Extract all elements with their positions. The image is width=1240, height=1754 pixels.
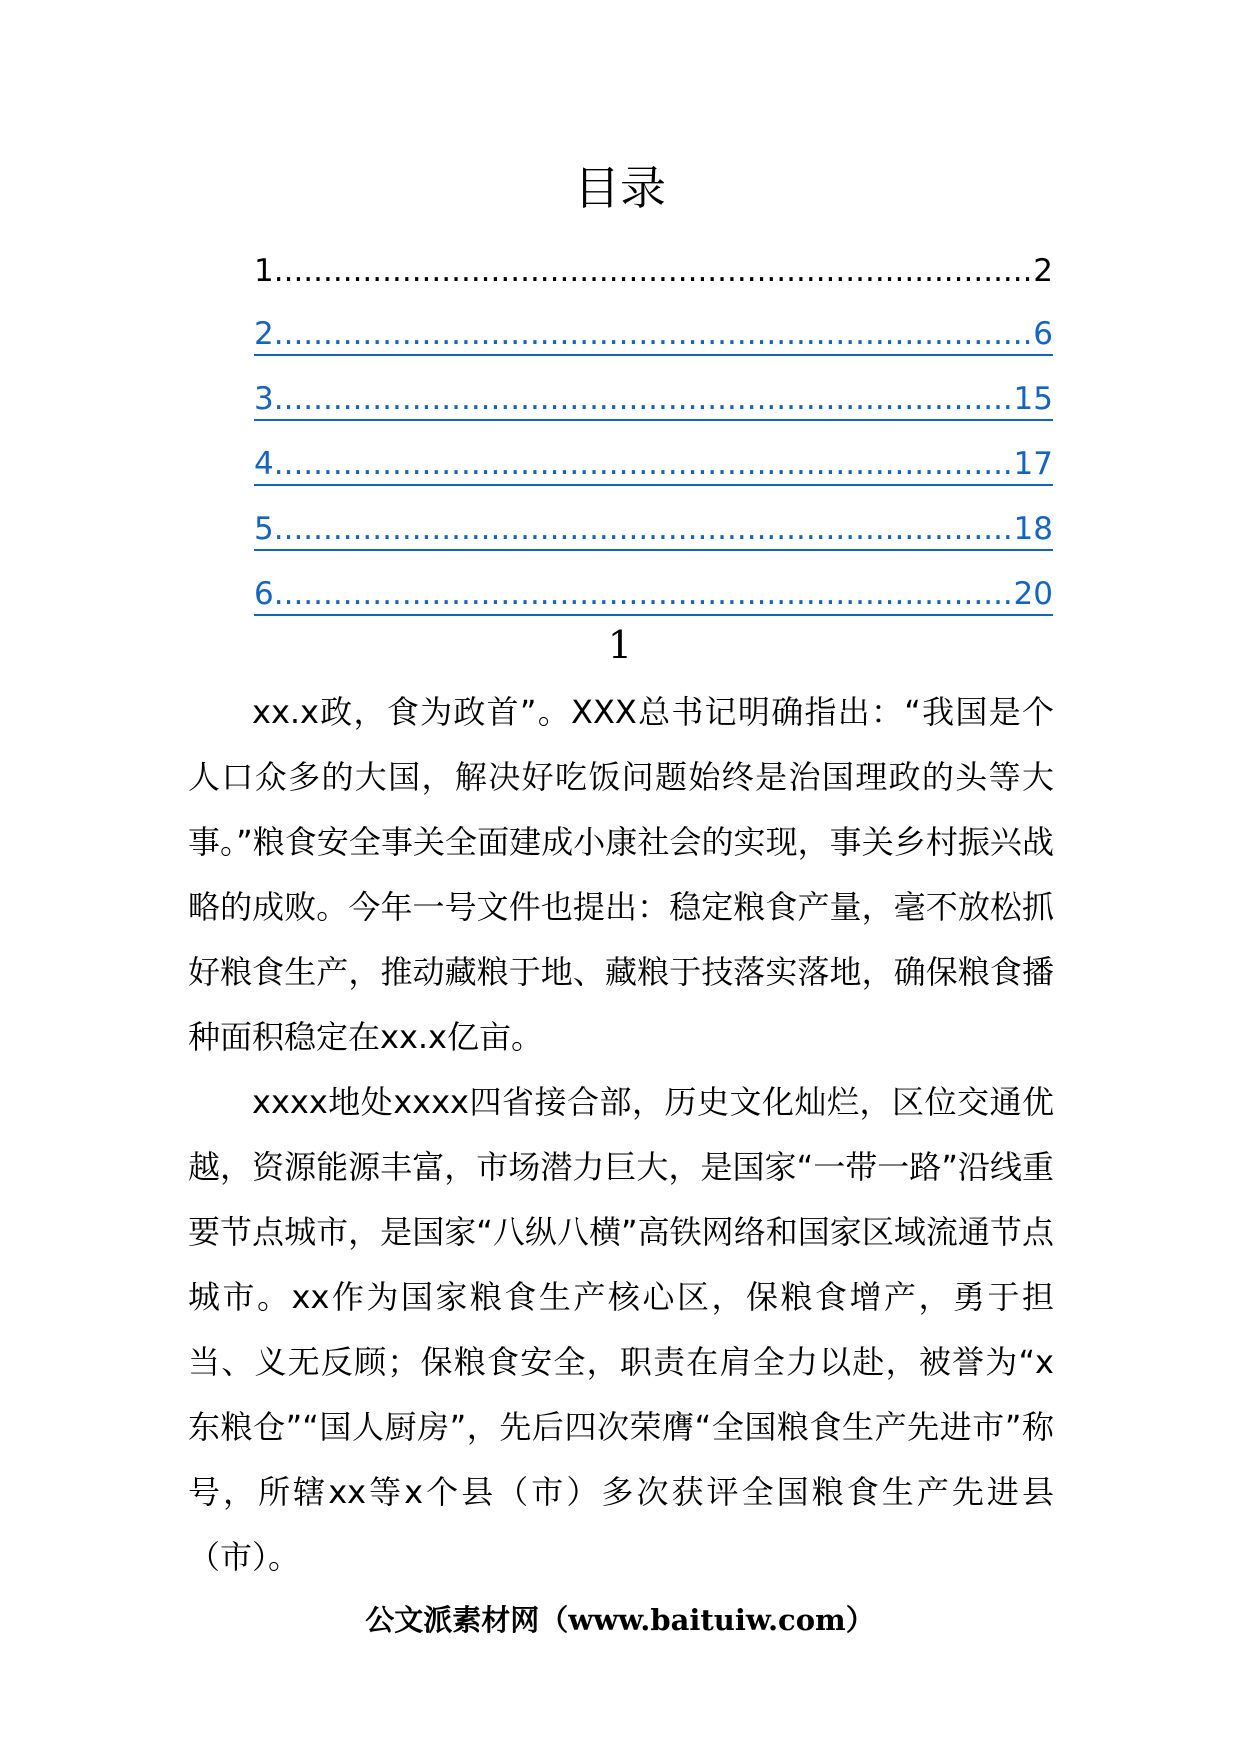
body-paragraph-1: xx.x政，食为政首”。XXX总书记明确指出：“我国是个人口众多的大国，解决好吃饭问题始终是治国理政的头等大事。”粮食安全事关全面建成小康社会的实现，事关乡村振兴战略的成败。今年一号文件也提出：稳定粮食产量，毫不放松抓好粮食生产，推动藏粮于地、藏粮于技落实落地，确保粮食播种面积稳定在xx.x亿亩。	[188, 693, 1054, 1056]
toc-title: 目录	[574, 161, 666, 215]
toc-entry-page: 6	[1033, 316, 1053, 352]
section-heading: 1	[607, 623, 633, 667]
toc-entry-number: 1	[254, 253, 274, 289]
body-paragraph-2: xxxx地处xxxx四省接合部，历史文化灿烂，区位交通优越，资源能源丰富，市场潜力巨大，是国家“一带一路”沿线重要节点城市，是国家“八纵八横”高铁网络和国家区域流通节点城市。xx作为国家粮食生产核心区，保粮食增产，勇于担当、义无反顾；保粮食安全，职责在肩全力以赴，被誉为“x东粮仓”“国人厨房”，先后四次荣膺“全国粮食生产先进市”称号，所辖xx等x个县（市）多次获评全国粮食生产先进县（市）。	[188, 1083, 1054, 1576]
toc-leader-dots	[274, 379, 1014, 419]
toc-entry-number: 5	[254, 511, 274, 547]
toc-entry-5[interactable]	[254, 486, 1053, 551]
toc-entry-4[interactable]	[254, 421, 1053, 486]
toc-entry-6[interactable]	[254, 551, 1053, 616]
table-of-contents	[254, 226, 1053, 616]
toc-entry-number: 4	[254, 446, 274, 482]
toc-entry-page: 17	[1013, 446, 1053, 482]
toc-entry-number: 2	[254, 316, 274, 352]
toc-entry-page: 15	[1013, 381, 1053, 417]
toc-entry-number: 6	[254, 576, 274, 612]
toc-entry-2[interactable]	[254, 291, 1053, 356]
footer-watermark: 公文派素材网（www.baituiw.com）	[365, 1603, 875, 1637]
toc-entry-page: 20	[1013, 576, 1053, 612]
toc-leader-dots	[274, 314, 1034, 354]
toc-entry-page: 2	[1033, 253, 1053, 289]
toc-leader-dots	[274, 574, 1014, 614]
toc-entry-number: 3	[254, 381, 274, 417]
toc-entry-3[interactable]	[254, 356, 1053, 421]
toc-leader-dots	[274, 444, 1014, 484]
toc-leader-dots	[274, 251, 1034, 291]
toc-leader-dots	[274, 509, 1014, 549]
toc-entry-page: 18	[1013, 511, 1053, 547]
toc-entry-1[interactable]	[254, 226, 1053, 291]
